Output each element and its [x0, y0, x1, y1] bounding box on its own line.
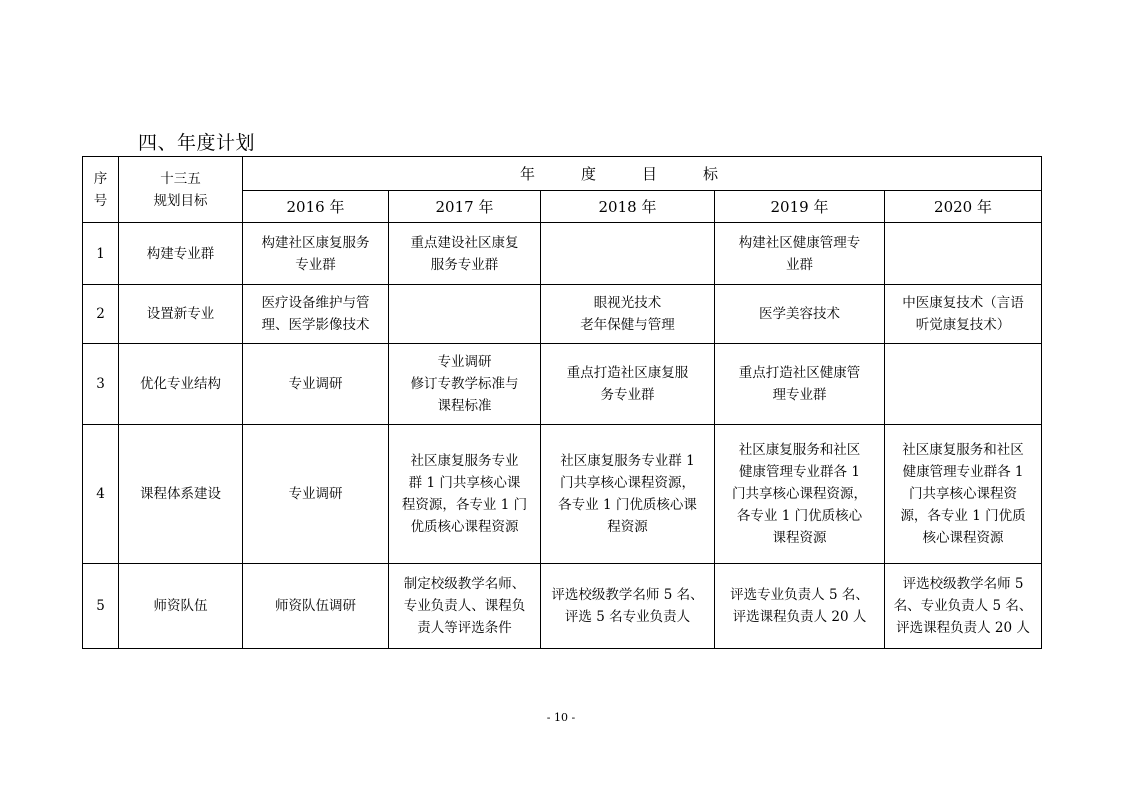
row-number: 3	[83, 344, 119, 425]
annual-goal-header: 年度目标	[243, 157, 1042, 191]
cell-2020	[885, 223, 1042, 285]
header-row-goal	[83, 157, 1042, 191]
cell-2017: 重点建设社区康复 服务专业群	[389, 223, 541, 285]
cell-2017: 社区康复服务专业 群 1 门共享核心课 程资源，各专业 1 门 优质核心课程资源	[389, 425, 541, 564]
cell-2016: 师资队伍调研	[243, 564, 389, 649]
row-number: 5	[83, 564, 119, 649]
table-row	[83, 564, 1042, 649]
row-goal: 设置新专业	[119, 285, 243, 344]
row-number: 4	[83, 425, 119, 564]
cell-2016: 构建社区康复服务 专业群	[243, 223, 389, 285]
table-row	[83, 344, 1042, 425]
row-goal: 课程体系建设	[119, 425, 243, 564]
cell-2018	[541, 223, 715, 285]
year-header: 2019 年	[715, 191, 885, 223]
cell-2019: 构建社区健康管理专 业群	[715, 223, 885, 285]
year-header: 2016 年	[243, 191, 389, 223]
cell-2019: 评选专业负责人 5 名、 评选课程负责人 20 人	[715, 564, 885, 649]
cell-2019: 社区康复服务和社区 健康管理专业群各 1 门共享核心课程资源， 各专业 1 门优质核心 课程资源	[715, 425, 885, 564]
cell-2018: 社区康复服务专业群 1 门共享核心课程资源， 各专业 1 门优质核心课 程资源	[541, 425, 715, 564]
row-goal: 师资队伍	[119, 564, 243, 649]
cell-2019: 医学美容技术	[715, 285, 885, 344]
cell-2016: 专业调研	[243, 425, 389, 564]
goal13-header: 十三五 规划目标	[119, 157, 243, 223]
table-row	[83, 285, 1042, 344]
cell-2020: 评选校级教学名师 5 名、专业负责人 5 名、 评选课程负责人 20 人	[885, 564, 1042, 649]
cell-2018: 眼视光技术 老年保健与管理	[541, 285, 715, 344]
cell-2018: 重点打造社区康复服 务专业群	[541, 344, 715, 425]
row-number: 2	[83, 285, 119, 344]
table-row	[83, 425, 1042, 564]
cell-2020: 社区康复服务和社区 健康管理专业群各 1 门共享核心课程资 源，各专业 1 门优质 核心课程资源	[885, 425, 1042, 564]
cell-2016: 医疗设备维护与管 理、医学影像技术	[243, 285, 389, 344]
row-number: 1	[83, 223, 119, 285]
section-title: 四、年度计划	[138, 132, 256, 154]
cell-2017: 专业调研 修订专教学标准与 课程标准	[389, 344, 541, 425]
seq-header: 序 号	[83, 157, 119, 223]
row-goal: 构建专业群	[119, 223, 243, 285]
cell-2017	[389, 285, 541, 344]
year-header: 2018 年	[541, 191, 715, 223]
cell-2019: 重点打造社区健康管 理专业群	[715, 344, 885, 425]
cell-2018: 评选校级教学名师 5 名、 评选 5 名专业负责人	[541, 564, 715, 649]
year-header: 2017 年	[389, 191, 541, 223]
row-goal: 优化专业结构	[119, 344, 243, 425]
year-header: 2020 年	[885, 191, 1042, 223]
cell-2016: 专业调研	[243, 344, 389, 425]
cell-2020	[885, 344, 1042, 425]
annual-plan-table	[82, 156, 1042, 649]
cell-2020: 中医康复技术（言语 听觉康复技术）	[885, 285, 1042, 344]
table-row	[83, 223, 1042, 285]
page-number: - 10 -	[546, 711, 576, 724]
cell-2017: 制定校级教学名师、 专业负责人、课程负 责人等评选条件	[389, 564, 541, 649]
